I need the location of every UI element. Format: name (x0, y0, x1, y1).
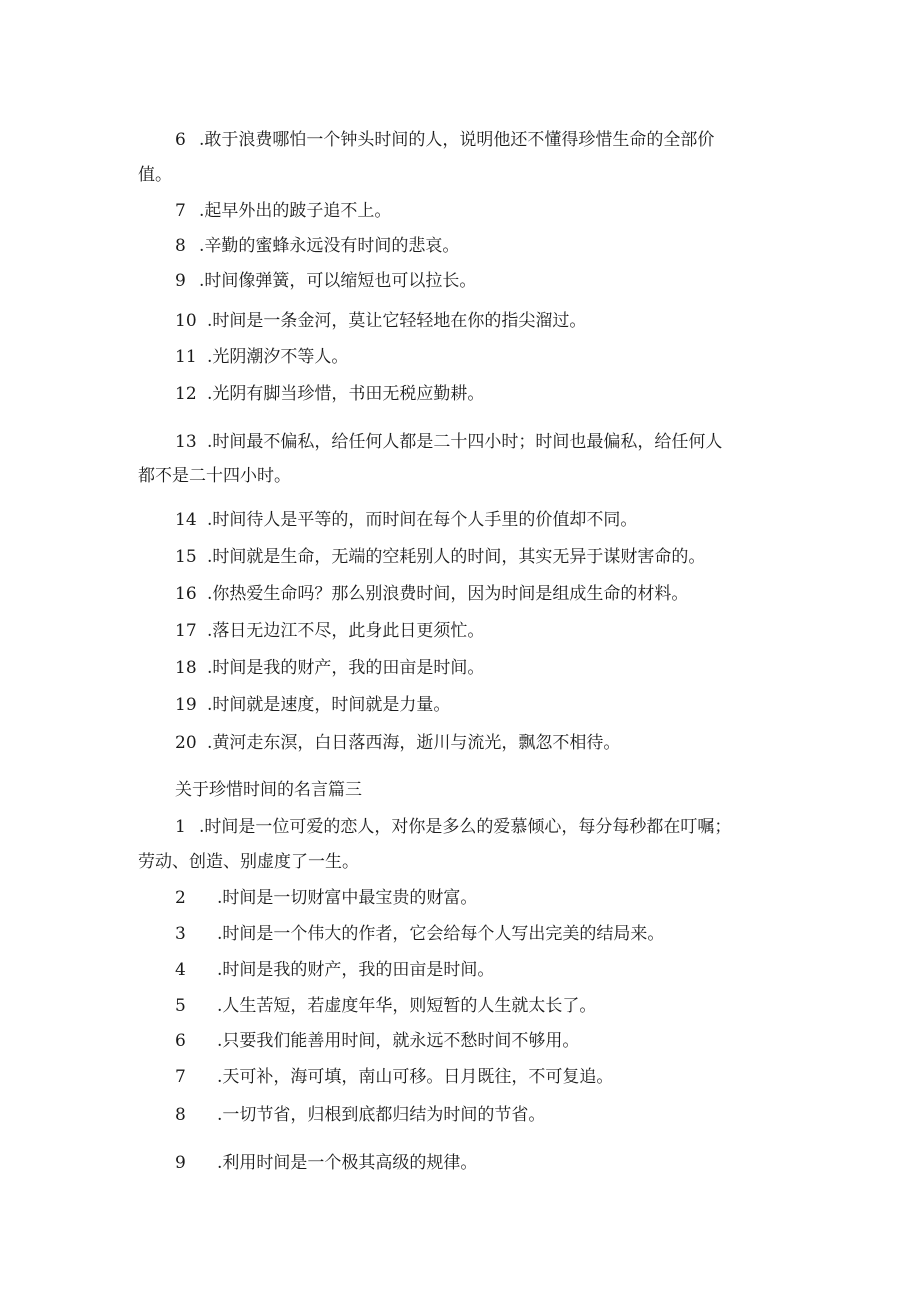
item-text: .时间是一条金河，莫让它轻轻地在你的指尖溜过。 (207, 311, 587, 331)
section-heading: 关于珍惜时间的名言篇三 (175, 780, 362, 800)
item-continuation: 劳动、创造、别虚度了一生。 (138, 852, 359, 872)
item-number: 3 (175, 924, 186, 944)
item-text: .人生苦短，若虚度年华，则短暂的人生就太长了。 (217, 996, 597, 1016)
item-number: 8 (175, 1105, 186, 1125)
quote-item (175, 1031, 579, 1051)
quote-item (175, 733, 620, 753)
item-text: .光阴潮汐不等人。 (207, 347, 349, 367)
quote-item (175, 584, 688, 604)
item-number: 10 (175, 311, 197, 331)
quote-item (175, 384, 484, 404)
quote-item (175, 201, 391, 221)
item-text: .只要我们能善用时间，就永远不愁时间不够用。 (217, 1031, 580, 1051)
quote-item (175, 510, 637, 530)
item-text: .时间最不偏私，给任何人都是二十四小时；时间也最偏私，给任何人 (207, 432, 723, 452)
item-number: 1 (175, 817, 186, 837)
item-number: 7 (175, 201, 186, 221)
item-number: 6 (175, 1031, 186, 1051)
item-text: .时间像弹簧，可以缩短也可以拉长。 (199, 271, 477, 291)
quote-item (175, 347, 348, 367)
item-text: .时间是一切财富中最宝贵的财富。 (217, 888, 478, 908)
quote-item (175, 236, 459, 256)
item-text: .时间是我的财产，我的田亩是时间。 (217, 960, 495, 980)
item-text: .落日无边江不尽，此身此日更须忙。 (207, 621, 485, 641)
quote-item (175, 695, 450, 715)
item-number: 8 (175, 236, 186, 256)
item-number: 20 (175, 733, 197, 753)
quote-item (175, 888, 477, 908)
item-continuation: 都不是二十四小时。 (138, 466, 291, 486)
quote-item (175, 432, 722, 452)
item-text: .黄河走东溟，白日落西海，逝川与流光，飘忽不相待。 (207, 733, 621, 753)
item-number: 7 (175, 1067, 186, 1087)
item-text: .时间是一位可爱的恋人，对你是多么的爱慕倾心，每分每秒都在叮嘱； (199, 817, 732, 837)
item-text: .敢于浪费哪怕一个钟头时间的人，说明他还不懂得珍惜生命的全部价 (199, 130, 715, 150)
item-number: 14 (175, 510, 197, 530)
item-number: 12 (175, 384, 197, 404)
item-continuation: 值。 (138, 165, 172, 185)
quote-item (175, 271, 476, 291)
item-text: .光阴有脚当珍惜，书田无税应勤耕。 (207, 384, 485, 404)
item-text: .时间是我的财产，我的田亩是时间。 (207, 658, 485, 678)
item-text: .天可补，海可填，南山可移。日月既往，不可复追。 (217, 1067, 614, 1087)
item-number: 2 (175, 888, 186, 908)
item-text: .辛勤的蜜蜂永远没有时间的悲哀。 (199, 236, 460, 256)
quote-item (175, 1067, 613, 1087)
item-number: 16 (175, 584, 197, 604)
quote-item (175, 924, 664, 944)
item-text: .时间就是速度，时间就是力量。 (207, 695, 451, 715)
item-text: .起早外出的跛子追不上。 (199, 201, 392, 221)
item-number: 19 (175, 695, 197, 715)
quote-item (175, 621, 484, 641)
quote-item (175, 658, 484, 678)
item-number: 13 (175, 432, 197, 452)
item-text: .时间待人是平等的，而时间在每个人手里的价值却不同。 (207, 510, 638, 530)
quote-item (175, 130, 714, 150)
item-number: 9 (175, 271, 186, 291)
item-text: .时间就是生命，无端的空耗别人的时间，其实无异于谋财害命的。 (207, 547, 706, 567)
item-text: .你热爱生命吗？那么别浪费时间，因为时间是组成生命的材料。 (207, 584, 689, 604)
quote-item (175, 311, 586, 331)
item-number: 5 (175, 996, 186, 1016)
quote-item (175, 960, 494, 980)
item-number: 18 (175, 658, 197, 678)
item-text: .利用时间是一个极其高级的规律。 (217, 1153, 478, 1173)
quote-item (175, 996, 596, 1016)
item-number: 17 (175, 621, 197, 641)
quote-item (175, 817, 731, 837)
item-number: 15 (175, 547, 197, 567)
item-text: .时间是一个伟大的作者，它会给每个人写出完美的结局来。 (217, 924, 665, 944)
item-number: 4 (175, 960, 186, 980)
quote-item (175, 1153, 477, 1173)
item-number: 6 (175, 130, 186, 150)
item-text: .一切节省，归根到底都归结为时间的节省。 (217, 1105, 546, 1125)
item-number: 11 (175, 347, 197, 367)
item-number: 9 (175, 1153, 186, 1173)
quote-item (175, 1105, 545, 1125)
quote-item (175, 547, 705, 567)
